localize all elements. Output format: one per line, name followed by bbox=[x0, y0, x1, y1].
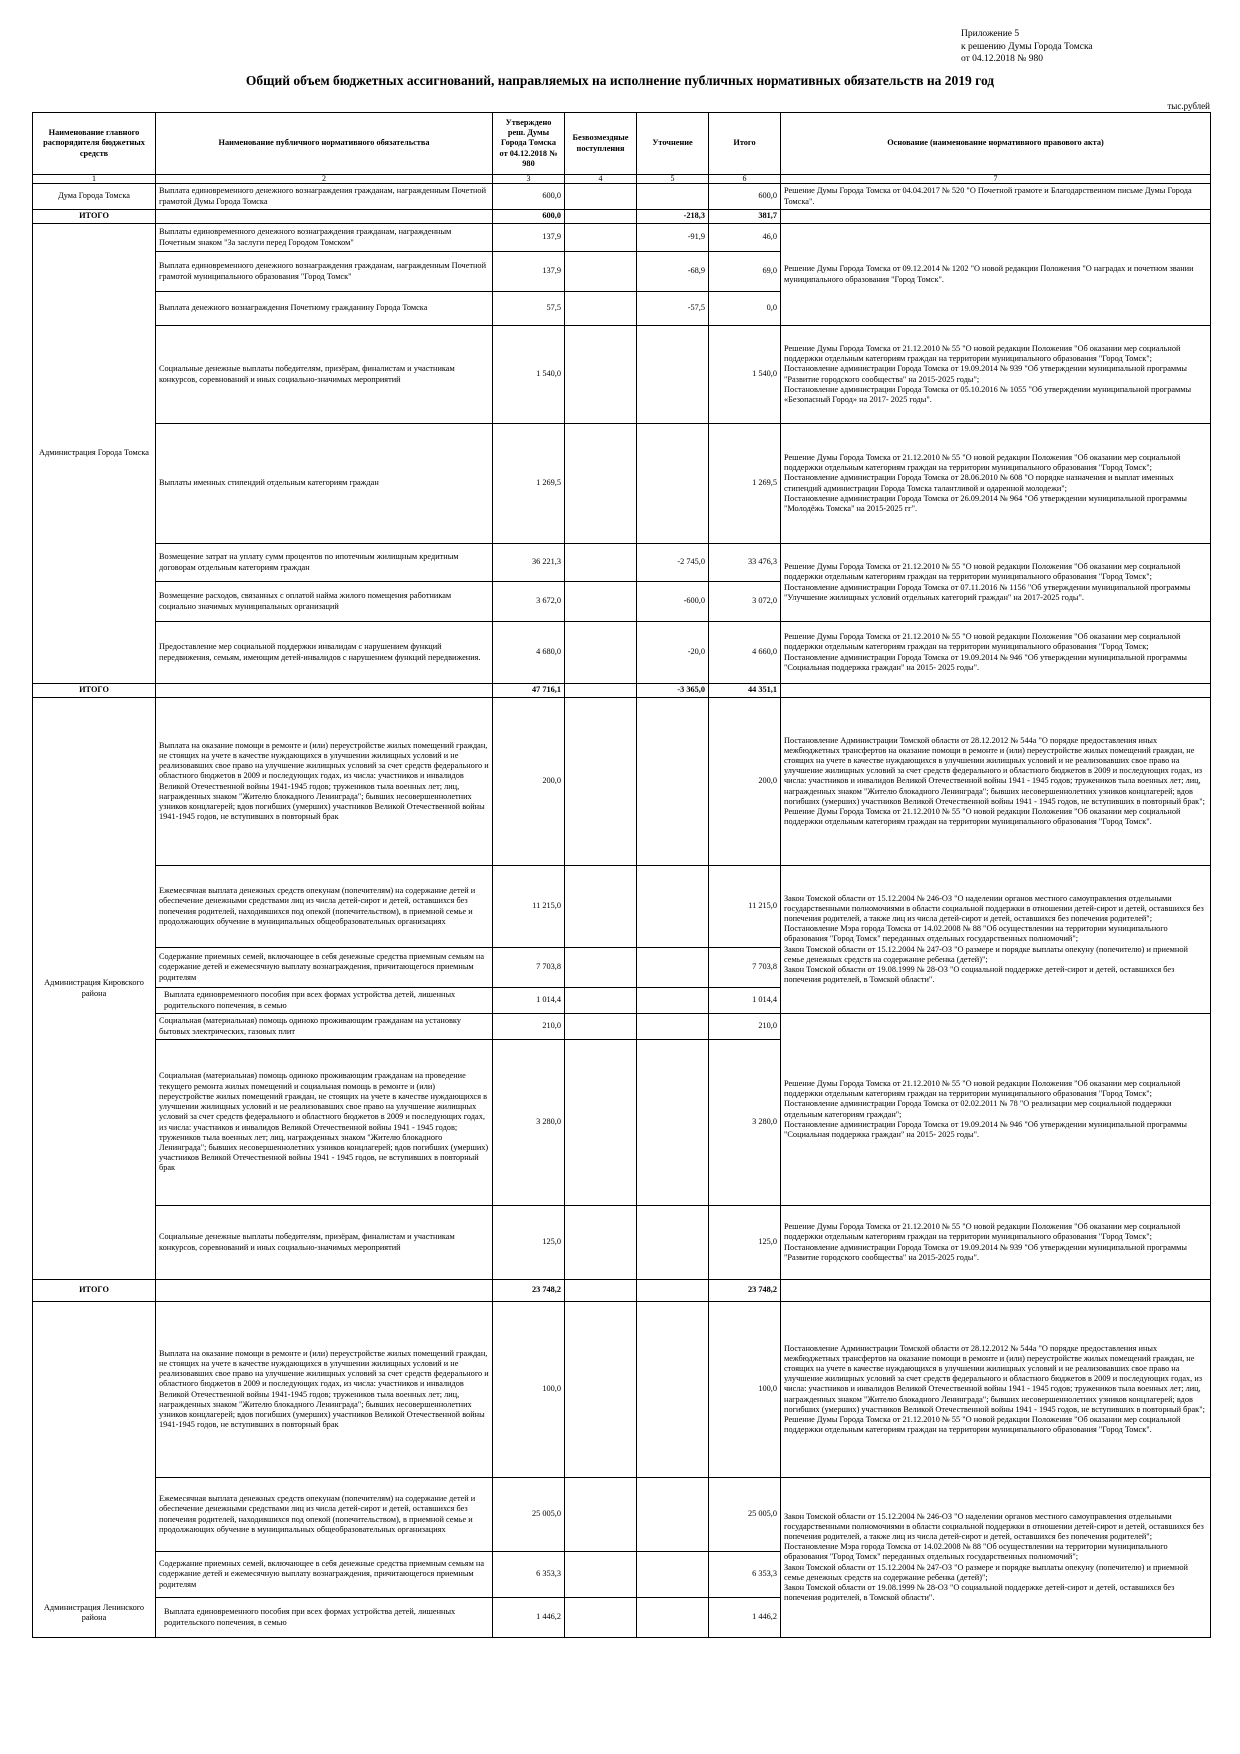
obligation-name: Ежемесячная выплата денежных средств опекунам (попечителям) на содержание детей и обеспечение денежными средствами лиц из числа детей-сирот и детей, оставшихся без попечения родителей, находившихся под опекой (попечительством), в приемной семье и продолжающих обучение в муниципальных общеобразовательных организациях bbox=[156, 1478, 493, 1552]
grants-value bbox=[565, 1552, 637, 1598]
appendix-line-1: Приложение 5 bbox=[961, 29, 1020, 39]
appendix-line-2: к решению Думы Города Томска bbox=[961, 41, 1093, 52]
change-value bbox=[637, 1014, 709, 1040]
total-row bbox=[33, 684, 1211, 698]
obligation-name: Социальные денежные выплаты победителям, призёрам, финалистам и участникам конкурсов, соревнований и иных социально-значимых мероприятий bbox=[156, 1206, 493, 1280]
grants-value bbox=[565, 252, 637, 292]
approved-value: 3 280,0 bbox=[493, 1040, 565, 1206]
change-value bbox=[637, 1206, 709, 1280]
change-value bbox=[637, 424, 709, 544]
obligation-name: Выплаты единовременного денежного вознаграждения гражданам, награжденным Почетным знаком "За заслуги перед Городом Томском" bbox=[156, 224, 493, 252]
basis-text: Решение Думы Города Томска от 21.12.2010 № 55 "О новой редакции Положения "Об оказании мер социальной поддержки отдельным категориям граждан на территории муниципального образования "Город Томск"; Постановление администрации Города Томска от 07.11.2016 № 1156 "Об утверждении муниципальной программы "Улучшение жилищных условий отдельных категорий граждан" на 2017-2025 годы". bbox=[781, 544, 1211, 622]
approved-value: 137,9 bbox=[493, 224, 565, 252]
total-value: 1 269,5 bbox=[709, 424, 781, 544]
col-index: 2 bbox=[156, 175, 493, 184]
change-value bbox=[637, 1302, 709, 1478]
obligation-name: Выплата на оказание помощи в ремонте и (или) переустройстве жилых помещений граждан, не стоящих на учете в качестве нуждающихся в улучшении жилищных условий и не реализовавших свое право на улучшение жилищных условий за счет средств федерального и областного бюджетов в 2009 и последующих годах, из числа: участников и инвалидов Великой Отечественной войны 1941-1945 годов; тружеников тыла военных лет; лиц, награжденных знаком "Жителю блокадного Ленинграда"; бывших несовершеннолетних узников концлагерей; вдов погибших (умерших) участников Великой Отечественной войны 1941-1945 годов, не вступивших в повторный брак bbox=[156, 1302, 493, 1478]
total-label: ИТОГО bbox=[33, 210, 156, 224]
obligation-name: Выплата единовременного пособия при всех формах устройства детей, лишенных родительского попечения, в семью bbox=[156, 988, 493, 1014]
total-value: 1 446,2 bbox=[709, 1598, 781, 1638]
grants-value bbox=[565, 948, 637, 988]
header-change: Уточнение bbox=[637, 113, 709, 175]
total-value: 3 072,0 bbox=[709, 582, 781, 622]
basis-text: Решение Думы Города Томска от 09.12.2014 № 1202 "О новой редакции Положения "О наградах и почетном звании муниципального образования "Город Томск". bbox=[781, 224, 1211, 326]
total-value: 125,0 bbox=[709, 1206, 781, 1280]
basis-text: Постановление Администрации Томской области от 28.12.2012 № 544а "О порядке предоставления иных межбюджетных трансфертов на оказание помощи в ремонте и (или) переустройстве жилых помещений граждан, не стоящих на учете в качестве нуждающихся в улучшении жилищных условий и не реализовавших свое право на улучшение жилищных условий за счет средств федерального и областного бюджетов в 2009 и последующих годах, из числа: участников и инвалидов Великой Отечественной войны 1941 - 1945 годов; тружеников тыла военных лет; лиц, награжденных знаком "Жителю блокадного Ленинграда"; бывших несовершеннолетних узников концлагерей; вдов погибших (умерших) участников Великой Отечественной войны 1941 - 1945 годов, не вступивших в повторный брак"; Решение Думы Города Томска от 21.12.2010 № 55 "О новой редакции Положения "Об оказании мер социальной поддержки отдельным категориям граждан на территории муниципального образования "Город Томск". bbox=[781, 1302, 1211, 1478]
approved-value: 1 269,5 bbox=[493, 424, 565, 544]
grants-value bbox=[565, 184, 637, 210]
empty-cell bbox=[156, 1280, 493, 1302]
grants-value bbox=[565, 1302, 637, 1478]
approved-value: 600,0 bbox=[493, 184, 565, 210]
table-row bbox=[33, 1206, 1211, 1280]
obligation-name: Предоставление мер социальной поддержки инвалидам с нарушением функций передвижения, семьям, имеющим детей-инвалидов с нарушением функций передвижения. bbox=[156, 622, 493, 684]
table-row bbox=[33, 866, 1211, 948]
total-value: 46,0 bbox=[709, 224, 781, 252]
approved-value: 137,9 bbox=[493, 252, 565, 292]
basis-text: Решение Думы Города Томска от 21.12.2010 № 55 "О новой редакции Положения "Об оказании мер социальной поддержки отдельным категориям граждан на территории муниципального образования "Город Томск"; Постановление администрации Города Томска от 28.06.2010 № 608 "О порядке назначения и выплат именных стипендий администрации Города Томска талантливой и одаренной молодежи"; Постановление администрации Города Томска от 26.09.2014 № 964 "Об утверждении муниципальной программы "Молодёжь Томска" на 2015-2025 гг". bbox=[781, 424, 1211, 544]
approved-value: 11 215,0 bbox=[493, 866, 565, 948]
approved-value: 200,0 bbox=[493, 698, 565, 866]
total-value: 11 215,0 bbox=[709, 866, 781, 948]
change-value bbox=[637, 988, 709, 1014]
grants-value bbox=[565, 1206, 637, 1280]
approved-value: 47 716,1 bbox=[493, 684, 565, 698]
obligation-name: Возмещение затрат на уплату сумм процентов по ипотечным жилищным кредитным договорам отдельным категориям граждан bbox=[156, 544, 493, 582]
table-row bbox=[33, 1478, 1211, 1552]
manager-name: Администрация Города Томска bbox=[33, 224, 156, 684]
column-index-row bbox=[33, 175, 1211, 184]
appendix-line-3: от 04.12.2018 № 980 bbox=[961, 54, 1043, 64]
change-value: -20,0 bbox=[637, 622, 709, 684]
col-index: 7 bbox=[781, 175, 1211, 184]
col-index: 6 bbox=[709, 175, 781, 184]
total-value: 23 748,2 bbox=[709, 1280, 781, 1302]
approved-value: 23 748,2 bbox=[493, 1280, 565, 1302]
total-value: 44 351,1 bbox=[709, 684, 781, 698]
approved-value: 600,0 bbox=[493, 210, 565, 224]
total-row bbox=[33, 1280, 1211, 1302]
empty-cell bbox=[565, 210, 637, 224]
document-title: Общий объем бюджетных ассигнований, направляемых на исполнение публичных нормативных обязательств на 2019 год bbox=[245, 73, 995, 88]
total-value: 33 476,3 bbox=[709, 544, 781, 582]
appendix-note bbox=[961, 28, 1221, 66]
obligation-name: Выплаты именных стипендий отдельным категориям граждан bbox=[156, 424, 493, 544]
obligation-name: Выплата на оказание помощи в ремонте и (или) переустройстве жилых помещений граждан, не стоящих на учете в качестве нуждающихся в улучшении жилищных условий и не реализовавших свое право на улучшение жилищных условий за счет средств федерального и областного бюджетов в 2009 и последующих годах, из числа: участников и инвалидов Великой Отечественной войны 1941-1945 годов; тружеников тыла военных лет; лиц, награжденных знаком "Жителю блокадного Ленинграда"; бывших несовершеннолетних узников концлагерей; вдов погибших (умерших) участников Великой Отечественной войны 1941-1945 годов, не вступивших в повторный брак bbox=[156, 698, 493, 866]
total-value: 381,7 bbox=[709, 210, 781, 224]
obligation-name: Содержание приемных семей, включающее в себя денежные средства приемным семьям на содержание детей и ежемесячную выплату вознаграждения, причитающегося приемным родителям bbox=[156, 948, 493, 988]
basis-text: Решение Думы Города Томска от 21.12.2010 № 55 "О новой редакции Положения "Об оказании мер социальной поддержки отдельным категориям граждан на территории муниципального образования "Город Томск"; Постановление администрации Города Томска от 19.09.2014 № 939 "Об утверждении муниципальной программы "Развитие городского сообщества" на 2015-2025 годы". bbox=[781, 1206, 1211, 1280]
change-value: -3 365,0 bbox=[637, 684, 709, 698]
change-value bbox=[637, 326, 709, 424]
manager-name: Дума Города Томска bbox=[33, 184, 156, 210]
empty-cell bbox=[781, 1280, 1211, 1302]
approved-value: 4 680,0 bbox=[493, 622, 565, 684]
change-value: -68,9 bbox=[637, 252, 709, 292]
change-value: -2 745,0 bbox=[637, 544, 709, 582]
table-row bbox=[33, 544, 1211, 582]
grants-value bbox=[565, 622, 637, 684]
approved-value: 1 540,0 bbox=[493, 326, 565, 424]
approved-value: 125,0 bbox=[493, 1206, 565, 1280]
budget-table bbox=[32, 112, 1211, 1638]
approved-value: 6 353,3 bbox=[493, 1552, 565, 1598]
grants-value bbox=[565, 866, 637, 948]
table-row bbox=[33, 698, 1211, 866]
manager-name: Администрация Кировского района bbox=[33, 698, 156, 1280]
grants-value bbox=[565, 224, 637, 252]
grants-value bbox=[565, 424, 637, 544]
total-value: 6 353,3 bbox=[709, 1552, 781, 1598]
obligation-name: Возмещение расходов, связанных с оплатой найма жилого помещения работникам социально значимых муниципальных организаций bbox=[156, 582, 493, 622]
grants-value bbox=[565, 698, 637, 866]
total-row bbox=[33, 210, 1211, 224]
header-basis: Основание (наименование нормативного правового акта) bbox=[781, 113, 1211, 175]
table-row bbox=[33, 184, 1211, 210]
obligation-name: Выплата единовременного денежного вознаграждения гражданам, награжденным Почетной грамотой Думы Города Томска bbox=[156, 184, 493, 210]
grants-value bbox=[565, 292, 637, 326]
obligation-name: Ежемесячная выплата денежных средств опекунам (попечителям) на содержание детей и обеспечение денежными средствами лиц из числа детей-сирот и детей, оставшихся без попечения родителей, находившихся под опекой (попечительством), в приемной семье и продолжающих обучение в муниципальных общеобразовательных организациях bbox=[156, 866, 493, 948]
change-value bbox=[637, 698, 709, 866]
change-value: -57,5 bbox=[637, 292, 709, 326]
obligation-name: Выплата денежного вознаграждения Почетному гражданину Города Томска bbox=[156, 292, 493, 326]
units-label: тыс.рублей bbox=[1167, 101, 1210, 111]
col-index: 4 bbox=[565, 175, 637, 184]
change-value bbox=[637, 866, 709, 948]
approved-value: 1 446,2 bbox=[493, 1598, 565, 1638]
table-header-row bbox=[33, 113, 1211, 175]
change-value: -218,3 bbox=[637, 210, 709, 224]
empty-cell bbox=[565, 684, 637, 698]
obligation-name: Социальные денежные выплаты победителям, призёрам, финалистам и участникам конкурсов, соревнований и иных социально-значимых мероприятий bbox=[156, 326, 493, 424]
approved-value: 7 703,8 bbox=[493, 948, 565, 988]
empty-cell bbox=[781, 684, 1211, 698]
total-value: 0,0 bbox=[709, 292, 781, 326]
header-approved: Утверждено реш. Думы Города Томска от 04.12.2018 № 980 bbox=[493, 113, 565, 175]
grants-value bbox=[565, 582, 637, 622]
change-value bbox=[637, 1552, 709, 1598]
header-manager: Наименование главного распорядителя бюджетных средств bbox=[33, 113, 156, 175]
basis-text: Решение Думы Города Томска от 21.12.2010 № 55 "О новой редакции Положения "Об оказании мер социальной поддержки отдельным категориям граждан на территории муниципального образования "Город Томск"; Постановление администрации Города Томска от 02.02.2011 № 78 "О реализации мер социальной поддержки отдельным категориям граждан"; Постановление администрации Города Томска от 19.09.2014 № 946 "Об утверждении муниципальной программы "Социальная поддержка граждан" на 2015- 2025 годы". bbox=[781, 1014, 1211, 1206]
col-index: 5 bbox=[637, 175, 709, 184]
table-row bbox=[33, 622, 1211, 684]
grants-value bbox=[565, 1014, 637, 1040]
empty-cell bbox=[781, 210, 1211, 224]
obligation-name: Содержание приемных семей, включающее в себя денежные средства приемным семьям на содержание детей и ежемесячную выплату вознаграждения, причитающегося приемным родителям bbox=[156, 1552, 493, 1598]
change-value bbox=[637, 948, 709, 988]
total-label: ИТОГО bbox=[33, 684, 156, 698]
change-value: -600,0 bbox=[637, 582, 709, 622]
table-row bbox=[33, 326, 1211, 424]
approved-value: 1 014,4 bbox=[493, 988, 565, 1014]
total-value: 600,0 bbox=[709, 184, 781, 210]
total-value: 7 703,8 bbox=[709, 948, 781, 988]
grants-value bbox=[565, 1478, 637, 1552]
grants-value bbox=[565, 1598, 637, 1638]
basis-text: Закон Томской области от 15.12.2004 № 246-ОЗ "О наделении органов местного самоуправления отдельными государственными полномочиями в области социальной поддержки в отношении детей-сирот и детей, оставшихся без попечения родителей, а также лиц из числа детей-сирот и детей, оставшихся без попечения родителей"; Постановление Мэра города Томска от 14.02.2008 № 88 "Об осуществлении на территории муниципального образования "Город Томск" переданных отдельных государственных полномочий"; Закон Томской области от 15.12.2004 № 247-ОЗ "О размере и порядке выплаты опекуну (попечителю) и приемной семье денежных средств на содержание ребенка (детей)"; Закон Томской области от 19.08.1999 № 28-ОЗ "О социальной поддержке детей-сирот и детей, оставшихся без попечения родителей, в Томской области". bbox=[781, 1478, 1211, 1638]
basis-text: Решение Думы Города Томска от 21.12.2010 № 55 "О новой редакции Положения "Об оказании мер социальной поддержки отдельным категориям граждан на территории муниципального образования "Город Томск; Постановление администрации Города Томска от 19.09.2014 № 946 "Об утверждении муниципальной программы "Социальная поддержка граждан" на 2015- 2025 годы". bbox=[781, 622, 1211, 684]
col-index: 1 bbox=[33, 175, 156, 184]
empty-cell bbox=[565, 1280, 637, 1302]
basis-text: Закон Томской области от 15.12.2004 № 246-ОЗ "О наделении органов местного самоуправления отдельными государственными полномочиями в области социальной поддержки в отношении детей-сирот и детей, оставшихся без попечения родителей, а также лиц из числа детей-сирот и детей, оставшихся без попечения родителей"; Постановление Мэра города Томска от 14.02.2008 № 88 "Об осуществлении на территории муниципального образования "Город Томск" переданных отдельных государственных полномочий"; Закон Томской области от 15.12.2004 № 247-ОЗ "О размере и порядке выплаты опекуну (попечителю) и приемной семье денежных средств на содержание ребенка (детей)"; Закон Томской области от 19.08.1999 № 28-ОЗ "О социальной поддержке детей-сирот и детей, оставшихся без попечения родителей, в Томской области". bbox=[781, 866, 1211, 1014]
obligation-name: Выплата единовременного денежного вознаграждения гражданам, награжденным Почетной грамотой муниципального образования "Город Томск" bbox=[156, 252, 493, 292]
grants-value bbox=[565, 988, 637, 1014]
basis-text: Постановление Администрации Томской области от 28.12.2012 № 544а "О порядке предоставления иных межбюджетных трансфертов на оказание помощи в ремонте и (или) переустройстве жилых помещений граждан, не стоящих на учете в качестве нуждающихся в улучшении жилищных условий и не реализовавших свое право на улучшение жилищных условий за счет средств федерального и областного бюджетов в 2009 и последующих годах, из числа: участников и инвалидов Великой Отечественной войны 1941 - 1945 годов; тружеников тыла военных лет; лиц, награжденных знаком "Жителю блокадного Ленинграда"; бывших несовершеннолетних узников концлагерей; вдов погибших (умерших) участников Великой Отечественной войны 1941 - 1945 годов, не вступивших в повторный брак"; Решение Думы Города Томска от 21.12.2010 № 55 "О новой редакции Положения "Об оказании мер социальной поддержки отдельным категориям граждан на территории муниципального образования "Город Томск". bbox=[781, 698, 1211, 866]
grants-value bbox=[565, 326, 637, 424]
change-value bbox=[637, 1040, 709, 1206]
total-value: 210,0 bbox=[709, 1014, 781, 1040]
empty-cell bbox=[156, 210, 493, 224]
empty-cell bbox=[637, 1280, 709, 1302]
obligation-name: Социальная (материальная) помощь одиноко проживающим гражданам на установку бытовых электрических, газовых плит bbox=[156, 1014, 493, 1040]
change-value bbox=[637, 184, 709, 210]
header-obligation: Наименование публичного нормативного обязательства bbox=[156, 113, 493, 175]
change-value: -91,9 bbox=[637, 224, 709, 252]
approved-value: 210,0 bbox=[493, 1014, 565, 1040]
total-value: 200,0 bbox=[709, 698, 781, 866]
basis-text: Решение Думы Города Томска от 04.04.2017 № 520 "О Почетной грамоте и Благодарственном письме Думы Города Томска". bbox=[781, 184, 1211, 210]
table-row bbox=[33, 1014, 1211, 1040]
grants-value bbox=[565, 1040, 637, 1206]
manager-name: Администрация Ленинского района bbox=[33, 1302, 156, 1638]
change-value bbox=[637, 1598, 709, 1638]
total-label: ИТОГО bbox=[33, 1280, 156, 1302]
total-value: 100,0 bbox=[709, 1302, 781, 1478]
header-grants: Безвозмездные поступления bbox=[565, 113, 637, 175]
approved-value: 57,5 bbox=[493, 292, 565, 326]
table-row bbox=[33, 424, 1211, 544]
obligation-name: Социальная (материальная) помощь одиноко проживающим гражданам на проведение текущего ремонта жилых помещений и социальная помощь в ремонте и (или) переустройстве жилых помещений граждан, не стоящих на учете в качестве нуждающихся в улучшении жилищных условий и не реализовавших свое право на улучшение жилищных условий за счет средств федерального и областного бюджетов в 2009 и последующих годах, из числа: участников и инвалидов Великой Отечественной войны 1941 - 1945 годов; тружеников тыла военных лет; лиц, награжденных знаком "Жителю блокадного Ленинграда"; бывших несовершеннолетних узников концлагерей; вдов погибших (умерших) участников Великой Отечественной войны 1941 - 1945 годов, не вступивших в повторный брак bbox=[156, 1040, 493, 1206]
obligation-name: Выплата единовременного пособия при всех формах устройства детей, лишенных родительского попечения, в семью bbox=[156, 1598, 493, 1638]
approved-value: 25 005,0 bbox=[493, 1478, 565, 1552]
approved-value: 3 672,0 bbox=[493, 582, 565, 622]
grants-value bbox=[565, 544, 637, 582]
approved-value: 100,0 bbox=[493, 1302, 565, 1478]
change-value bbox=[637, 1478, 709, 1552]
total-value: 1 540,0 bbox=[709, 326, 781, 424]
total-value: 69,0 bbox=[709, 252, 781, 292]
table-row bbox=[33, 1302, 1211, 1478]
total-value: 4 660,0 bbox=[709, 622, 781, 684]
table-row bbox=[33, 224, 1211, 252]
basis-text: Решение Думы Города Томска от 21.12.2010 № 55 "О новой редакции Положения "Об оказании мер социальной поддержки отдельным категориям граждан на территории муниципального образования "Город Томск"; Постановление администрации Города Томска от 19.09.2014 № 939 "Об утверждении муниципальной программы "Развитие городского сообщества" на 2015-2025 годы"; Постановление администрации Города Томска от 05.10.2016 № 1055 "Об утверждении муниципальной программы «Безопасный Город» на 2017- 2025 годы". bbox=[781, 326, 1211, 424]
total-value: 1 014,4 bbox=[709, 988, 781, 1014]
total-value: 3 280,0 bbox=[709, 1040, 781, 1206]
approved-value: 36 221,3 bbox=[493, 544, 565, 582]
total-value: 25 005,0 bbox=[709, 1478, 781, 1552]
header-total: Итого bbox=[709, 113, 781, 175]
col-index: 3 bbox=[493, 175, 565, 184]
empty-cell bbox=[156, 684, 493, 698]
